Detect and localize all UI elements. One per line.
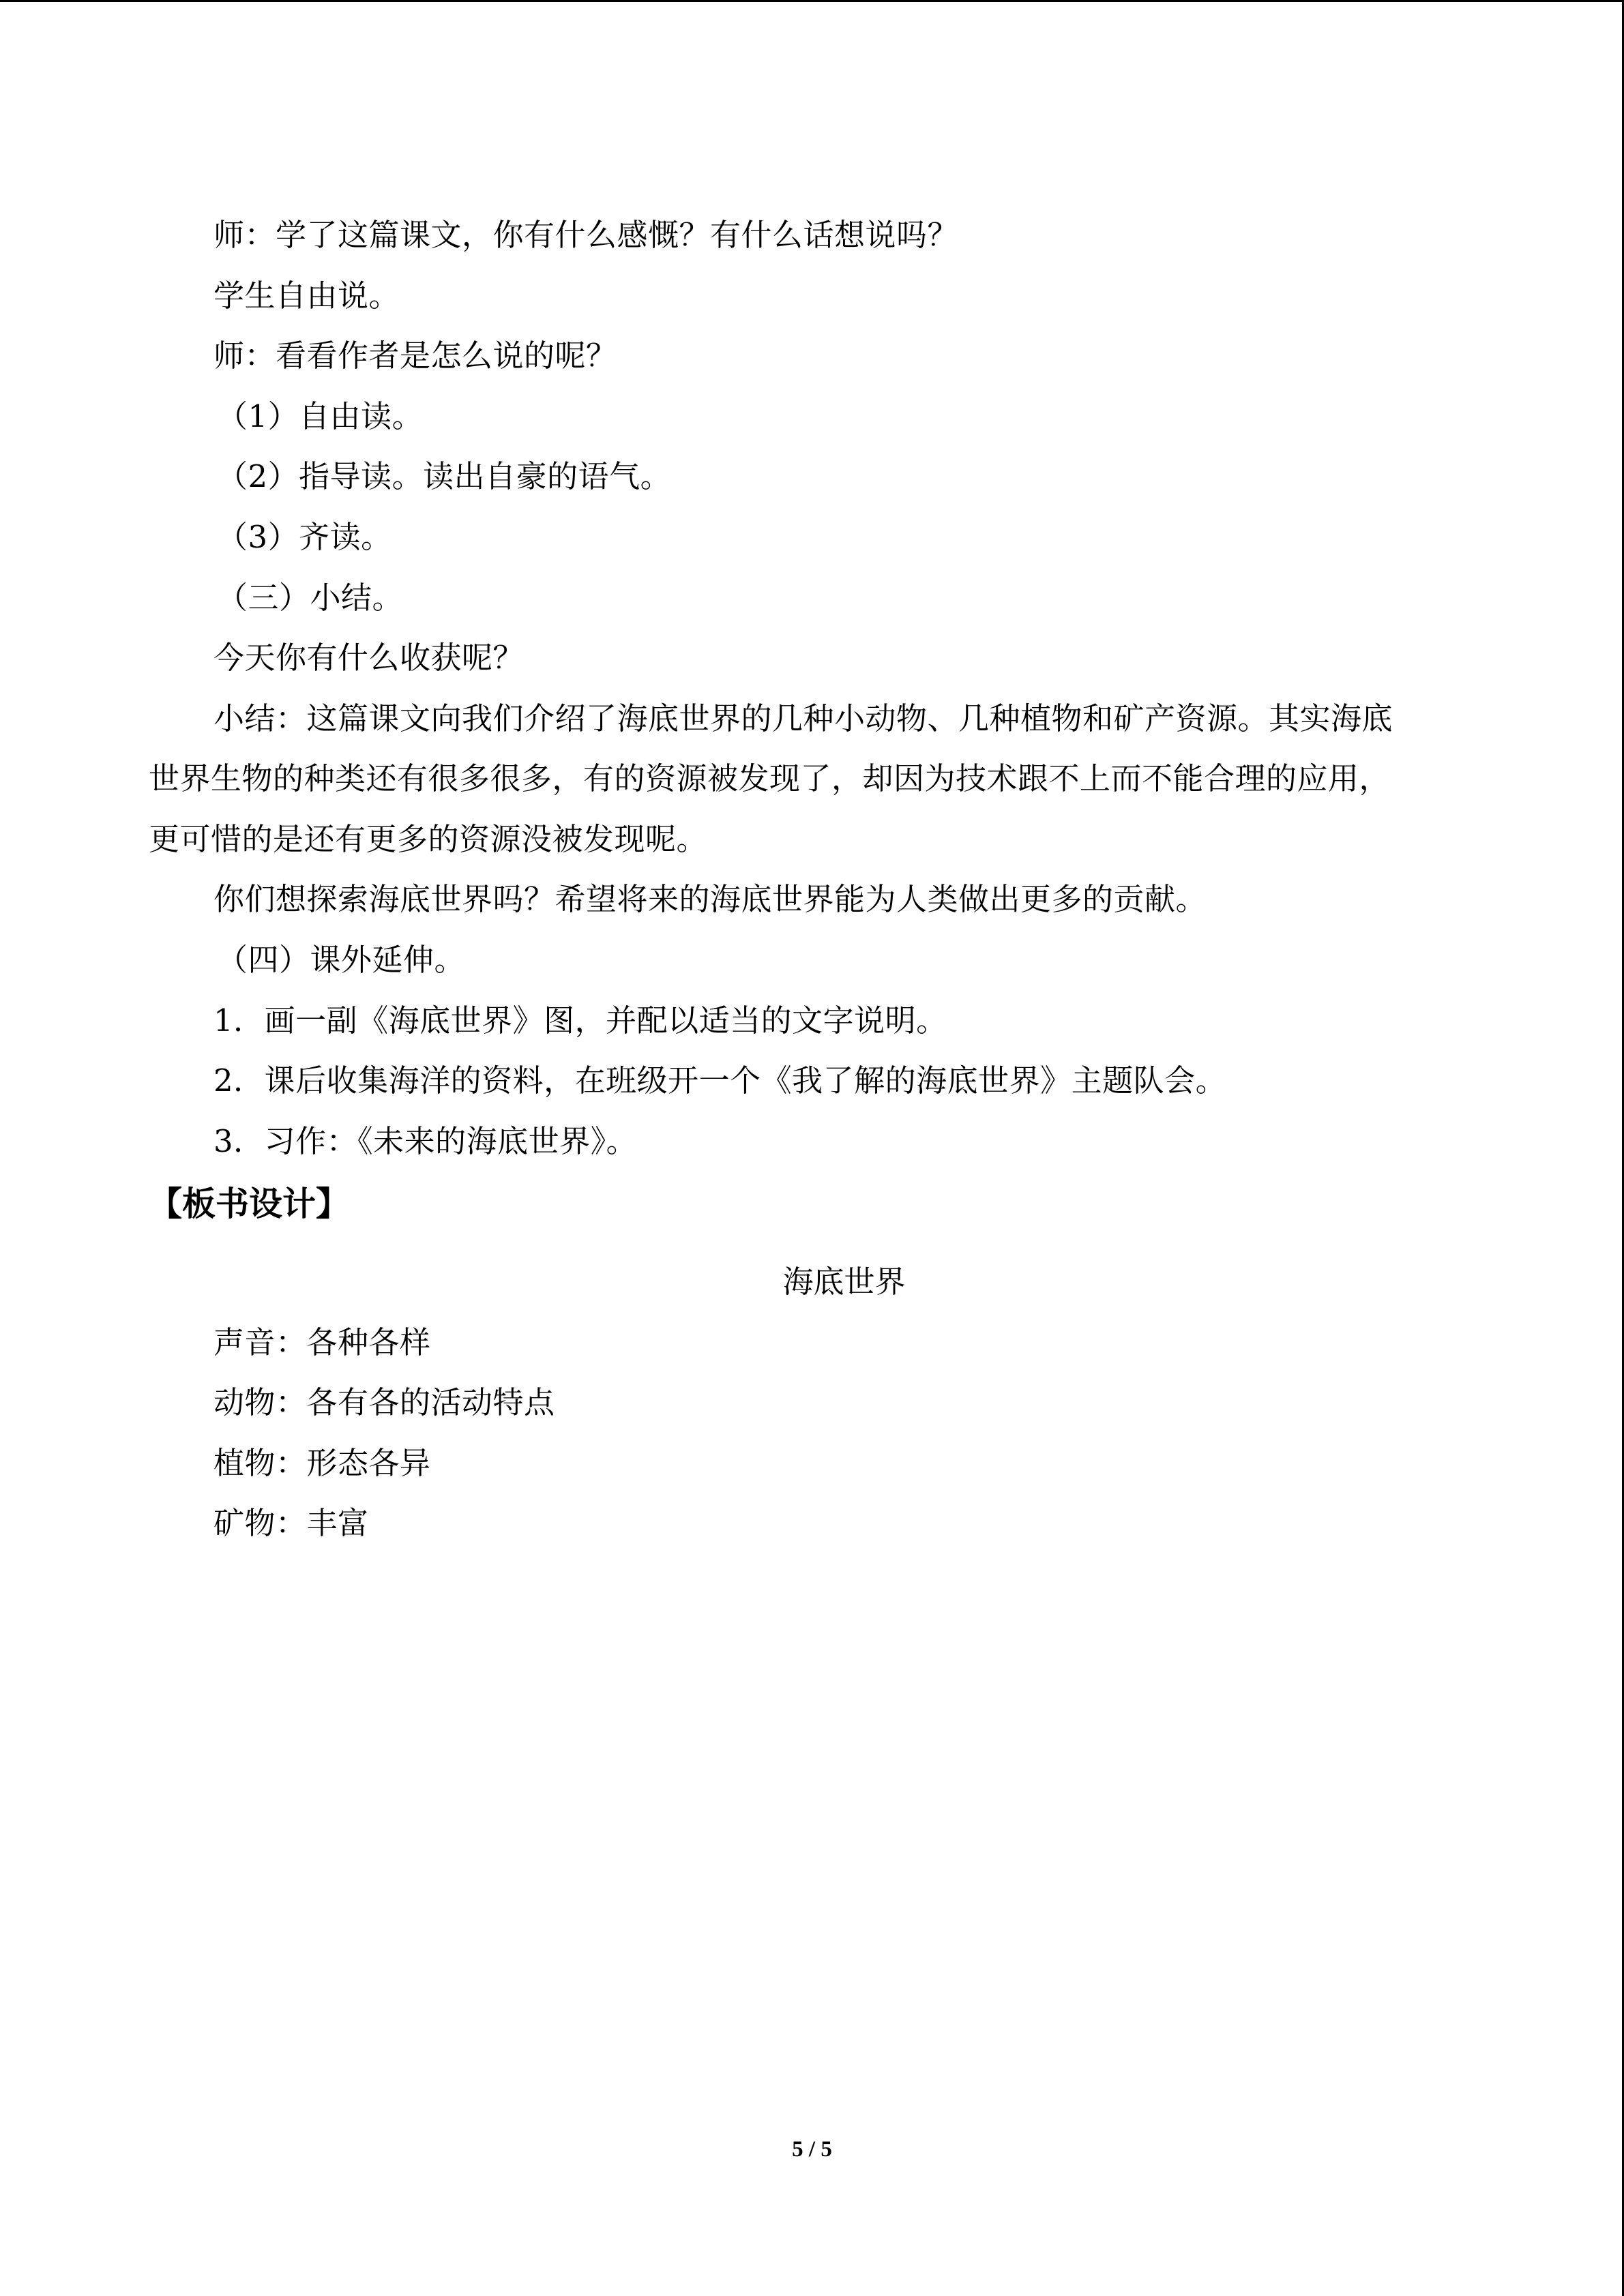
paragraph-line: 师：学了这篇课文，你有什么感慨？有什么话想说吗？ <box>213 217 959 253</box>
board-title: 海底世界 <box>782 1264 906 1300</box>
page-number: 5 / 5 <box>792 2137 832 2162</box>
paragraph-line: 今天你有什么收获呢？ <box>213 640 525 676</box>
board-item: 动物：各有各的活动特点 <box>213 1384 555 1420</box>
paragraph-line: 世界生物的种类还有很多很多，有的资源被发现了，却因为技术跟不上而不能合理的应用， <box>149 760 1391 796</box>
list-item: 1．画一副《海底世界》图，并配以适当的文字说明。 <box>213 1002 947 1039</box>
list-item: 3．习作：《未来的海底世界》。 <box>213 1123 638 1159</box>
paragraph-line: 师：看看作者是怎么说的呢？ <box>213 338 617 374</box>
paragraph-line: 小结：这篇课文向我们介绍了海底世界的几种小动物、几种植物和矿产资源。其实海底 <box>213 700 1393 736</box>
list-item: 2．课后收集海洋的资料，在班级开一个《我了解的海底世界》主题队会。 <box>213 1062 1227 1099</box>
section-subheading: （三）小结。 <box>217 580 404 616</box>
paragraph-line: 你们想探索海底世界吗？希望将来的海底世界能为人类做出更多的贡献。 <box>213 881 1207 917</box>
board-item: 矿物：丰富 <box>213 1505 369 1541</box>
section-subheading: （四）课外延伸。 <box>217 942 466 978</box>
paragraph-line: （1）自由读。 <box>217 398 424 434</box>
paragraph-line: （3）齐读。 <box>217 519 392 555</box>
paragraph-line: 更可惜的是还有更多的资源没被发现呢。 <box>149 821 708 857</box>
board-design-heading: 【板书设计】 <box>149 1184 350 1223</box>
board-item: 声音：各种各样 <box>213 1324 431 1360</box>
paragraph-line: （2）指导读。读出自豪的语气。 <box>217 458 672 494</box>
paragraph-line: 学生自由说。 <box>213 278 400 314</box>
board-item: 植物：形态各异 <box>213 1445 431 1481</box>
